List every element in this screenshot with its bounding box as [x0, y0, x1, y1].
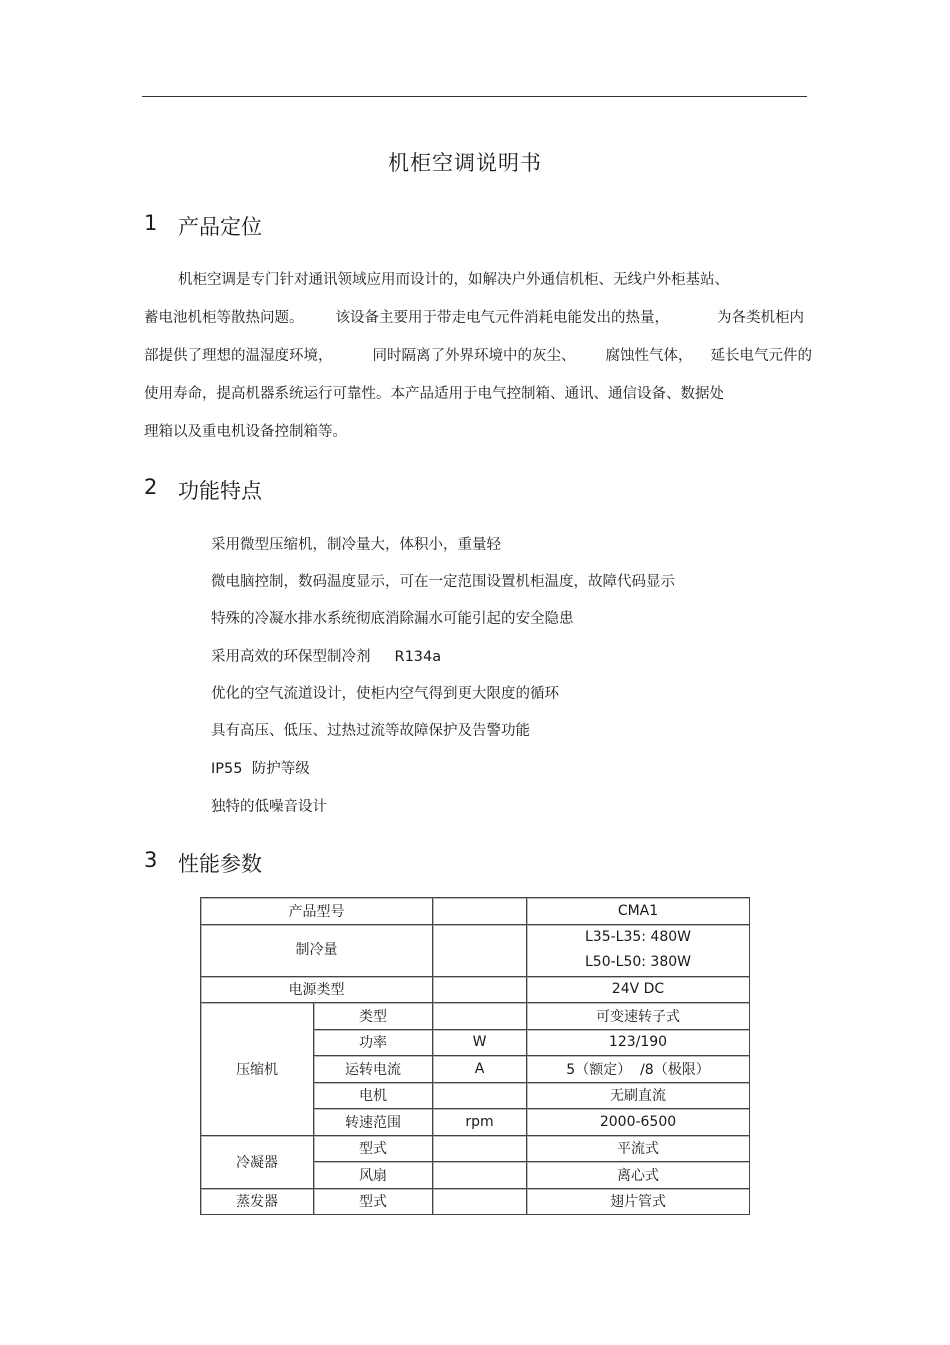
feature-item: 优化的空气流道设计，使柜内空气得到更大限度的循环 — [211, 686, 559, 702]
text-fragment: 同时隔离了外界环境中的灰尘、 — [372, 348, 576, 364]
table-row — [201, 1135, 750, 1162]
table-cell: 功率 — [314, 1029, 433, 1056]
table-cell: 离心式 — [527, 1162, 750, 1189]
feature-item: 微电脑控制，数码温度显示，可在一定范围设置机柜温度，故障代码显示 — [211, 574, 675, 590]
section-heading-2 — [144, 475, 262, 505]
cell-line: L50-L50: 380W — [584, 954, 691, 970]
text-fragment: 采用高效的环保型制冷剂 — [211, 649, 371, 665]
table-cell — [433, 1135, 527, 1162]
paragraph-line — [144, 306, 804, 327]
table-cell: 2000-6500 — [527, 1109, 750, 1136]
table-cell — [433, 976, 527, 1003]
text-fragment: 腐蚀性气体， — [605, 348, 693, 364]
table-cell: 冷凝器 — [201, 1135, 314, 1188]
table-cell: 5（额定） /8（极限） — [527, 1056, 750, 1083]
paragraph-line — [144, 344, 812, 365]
section-heading-3 — [144, 848, 262, 878]
section-number: 3 — [144, 848, 158, 872]
feature-item: 独特的低噪音设计 — [211, 799, 327, 815]
text-fragment: 延长电气元件的 — [710, 348, 812, 364]
paragraph-line: 使用寿命，提高机器系统运行可靠性。本产品适用于电气控制箱、通讯、通信设备、数据处 — [144, 386, 724, 402]
paragraph-line: 理箱以及重电机设备控制箱等。 — [144, 424, 347, 440]
section-number: 2 — [144, 475, 158, 499]
table-cell: 类型 — [314, 1003, 433, 1030]
text-fragment: 为各类机柜内 — [717, 310, 804, 326]
table-cell: W — [433, 1029, 527, 1056]
table-row — [201, 924, 750, 976]
table-cell: 平流式 — [527, 1135, 750, 1162]
table-cell — [433, 1082, 527, 1109]
table-cell: 转速范围 — [314, 1109, 433, 1136]
table-cell: 产品型号 — [201, 898, 433, 925]
feature-item: 特殊的冷凝水排水系统彻底消除漏水可能引起的安全隐患 — [211, 611, 574, 627]
table-cell: 运转电流 — [314, 1056, 433, 1083]
table-cell: 型式 — [314, 1188, 433, 1215]
table-cell — [433, 924, 527, 976]
table-cell: 123/190 — [527, 1029, 750, 1056]
table-cell — [433, 898, 527, 925]
document-title: 机柜空调说明书 — [388, 151, 542, 175]
section-heading-1 — [144, 211, 262, 241]
table-cell: 风扇 — [314, 1162, 433, 1189]
section-title: 产品定位 — [178, 215, 262, 239]
table-cell: 电机 — [314, 1082, 433, 1109]
feature-item: 具有高压、低压、过热过流等故障保护及告警功能 — [211, 723, 530, 739]
table-cell: 可变速转子式 — [527, 1003, 750, 1030]
table-cell: 电源类型 — [201, 976, 433, 1003]
table-cell — [433, 1003, 527, 1030]
spec-table — [200, 897, 750, 1215]
section-title: 性能参数 — [178, 852, 262, 876]
table-row — [201, 1188, 750, 1215]
section-title: 功能特点 — [178, 479, 262, 503]
table-cell: 翅片管式 — [527, 1188, 750, 1215]
table-row — [201, 1003, 750, 1030]
text-fragment: 该设备主要用于带走电气元件消耗电能发出的热量， — [335, 310, 669, 326]
feature-item: 采用微型压缩机，制冷量大，体积小，重量轻 — [211, 537, 501, 553]
table-cell — [527, 924, 750, 976]
table-row — [201, 898, 750, 925]
table-cell — [433, 1162, 527, 1189]
paragraph-line: 机柜空调是专门针对通讯领域应用而设计的，如解决户外通信机柜、无线户外柜基站、 — [178, 272, 729, 288]
table-row — [201, 976, 750, 1003]
text-fragment: 部提供了理想的温湿度环境， — [144, 348, 333, 364]
table-cell: 蒸发器 — [201, 1188, 314, 1215]
table-cell: CMA1 — [527, 898, 750, 925]
table-cell: rpm — [433, 1109, 527, 1136]
table-cell: 24V DC — [527, 976, 750, 1003]
feature-item — [211, 645, 441, 666]
cell-line: L35-L35: 480W — [584, 929, 691, 945]
table-cell — [433, 1188, 527, 1215]
table-cell: 压缩机 — [201, 1003, 314, 1136]
refrigerant-code: R134a — [394, 649, 442, 665]
header-rule — [142, 96, 807, 97]
table-cell: 制冷量 — [201, 924, 433, 976]
section-number: 1 — [144, 211, 158, 235]
table-cell: A — [433, 1056, 527, 1083]
table-cell: 无刷直流 — [527, 1082, 750, 1109]
table-cell: 型式 — [314, 1135, 433, 1162]
feature-item: IP55 防护等级 — [211, 761, 310, 777]
text-fragment: 蓄电池机柜等散热问题。 — [144, 310, 304, 326]
